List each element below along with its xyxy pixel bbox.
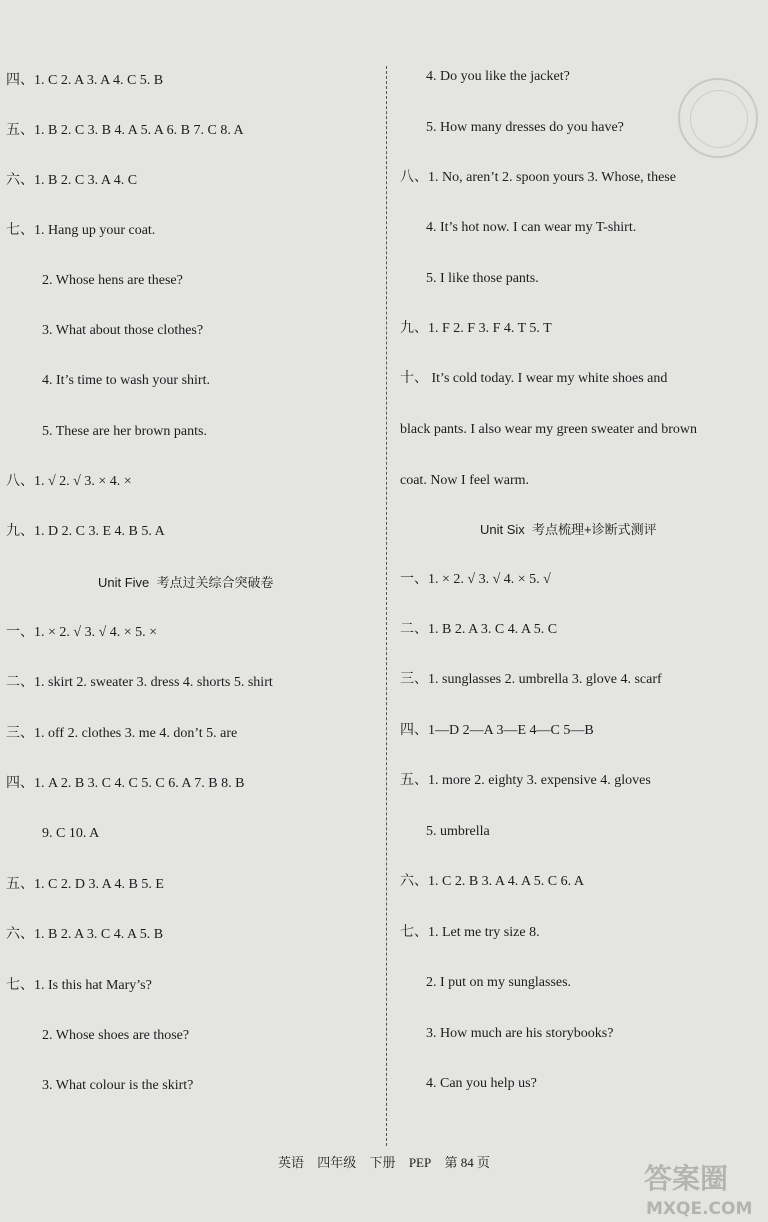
footer-subject: 英语 <box>278 1155 305 1170</box>
answer-line: 三、1. off 2. clothes 3. me 4. don’t 5. are <box>6 726 238 741</box>
answer-line: 七、1. Let me try size 8. <box>400 925 540 940</box>
answer-line: 9. C 10. A <box>42 826 100 841</box>
answer-line: 三、1. sunglasses 2. umbrella 3. glove 4. scarf <box>400 672 662 687</box>
answer-line: 5. How many dresses do you have? <box>426 120 624 135</box>
footer-page: 第 84 页 <box>444 1155 490 1170</box>
answer-line: 四、1. C 2. A 3. A 4. C 5. B <box>6 73 164 88</box>
answer-line: 五、1. B 2. C 3. B 4. A 5. A 6. B 7. C 8. A <box>6 123 244 138</box>
answer-line: 5. I like those pants. <box>426 271 539 286</box>
answer-line: 二、1. skirt 2. sweater 3. dress 4. shorts 5. shirt <box>6 675 273 690</box>
footer-grade: 四年级 <box>317 1155 357 1170</box>
watermark-text-url: MXQE.COM <box>646 1199 753 1219</box>
answer-line: 六、1. B 2. A 3. C 4. A 5. B <box>6 927 164 942</box>
watermark-text-main: 答案圈 <box>644 1162 729 1195</box>
composition-line: 十、 It’s cold today. I wear my white shoes and <box>400 371 668 386</box>
heading-title: Unit Five <box>98 575 150 590</box>
answer-line: 3. How much are his storybooks? <box>426 1026 614 1041</box>
answer-line: 5. umbrella <box>426 824 490 839</box>
answer-line: 3. What colour is the skirt? <box>42 1078 194 1093</box>
answer-line: 4. It’s hot now. I can wear my T-shirt. <box>426 220 637 235</box>
answer-line: 一、1. × 2. √ 3. √ 4. × 5. √ <box>400 572 551 587</box>
heading-subtitle: 考点梳理+诊断式测评 <box>532 522 657 537</box>
footer-edition: PEP <box>408 1155 432 1170</box>
answer-line: 4. It’s time to wash your shirt. <box>42 373 210 388</box>
answer-line: 一、1. × 2. √ 3. √ 4. × 5. × <box>6 625 158 640</box>
answer-line: 六、1. C 2. B 3. A 4. A 5. C 6. A <box>400 874 584 889</box>
answer-line: 3. What about those clothes? <box>42 323 204 338</box>
column-divider <box>386 66 387 1146</box>
stamp-icon <box>678 78 758 158</box>
section-heading-unit-six <box>480 521 657 539</box>
answer-line: 九、1. D 2. C 3. E 4. B 5. A <box>6 524 165 539</box>
answer-line: 九、1. F 2. F 3. F 4. T 5. T <box>400 321 552 336</box>
composition-line: coat. Now I feel warm. <box>400 473 530 488</box>
watermark-logo-icon <box>636 1154 768 1222</box>
answer-line: 四、1—D 2—A 3—E 4—C 5—B <box>400 723 594 738</box>
answer-line: 六、1. B 2. C 3. A 4. C <box>6 173 138 188</box>
section-heading-unit-five <box>98 574 274 592</box>
heading-subtitle: 考点过关综合突破卷 <box>156 575 274 590</box>
footer-volume: 下册 <box>369 1155 396 1170</box>
answer-line: 七、1. Is this hat Mary’s? <box>6 978 152 993</box>
heading-title: Unit Six <box>480 522 525 537</box>
answer-line: 2. I put on my sunglasses. <box>426 975 572 990</box>
answer-line: 2. Whose shoes are those? <box>42 1028 190 1043</box>
answer-line: 七、1. Hang up your coat. <box>6 223 156 238</box>
answer-line: 二、1. B 2. A 3. C 4. A 5. C <box>400 622 558 637</box>
answer-line: 八、1. No, aren’t 2. spoon yours 3. Whose, these <box>400 170 676 185</box>
answer-line: 八、1. √ 2. √ 3. × 4. × <box>6 474 132 489</box>
answer-line: 五、1. C 2. D 3. A 4. B 5. E <box>6 877 164 892</box>
answer-line: 五、1. more 2. eighty 3. expensive 4. gloves <box>400 773 651 788</box>
answer-line: 四、1. A 2. B 3. C 4. C 5. C 6. A 7. B 8. B <box>6 776 245 791</box>
answer-line: 4. Can you help us? <box>426 1076 537 1091</box>
answer-line: 2. Whose hens are these? <box>42 273 183 288</box>
composition-line: black pants. I also wear my green sweater and brown <box>400 422 698 437</box>
answer-line: 4. Do you like the jacket? <box>426 69 570 84</box>
answer-line: 5. These are her brown pants. <box>42 424 207 439</box>
